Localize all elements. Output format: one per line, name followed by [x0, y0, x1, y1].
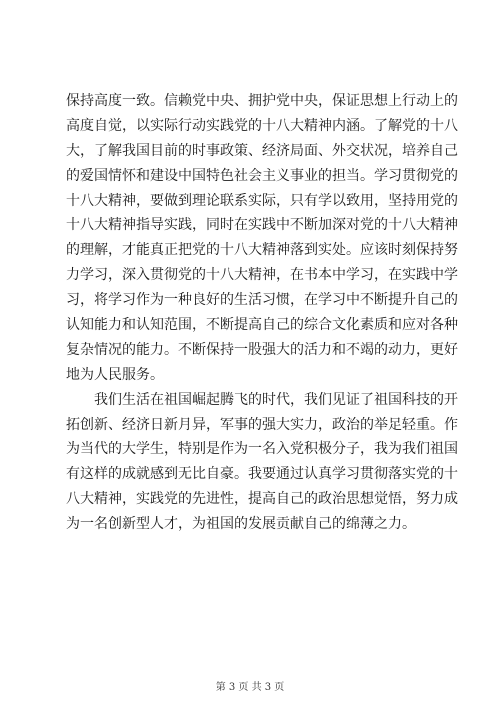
text-line: 为当代的大学生，特别是作为一名入党积极分子，我为我们祖国	[66, 441, 458, 458]
text-line: 的爱国情怀和建设中国特色社会主义事业的担当。学习贯彻党的	[66, 167, 458, 184]
document-body	[66, 89, 458, 537]
text-line: 八大精神，实践党的先进性，提高自己的政治思想觉悟，努力成	[66, 491, 458, 508]
text-line: 认知能力和认知范围，不断提高自己的综合文化素质和应对各种	[66, 317, 458, 334]
text-line: 大，了解我国目前的时事政策、经济局面、外交状况，培养自己	[66, 142, 458, 159]
text-line: 保持高度一致。信赖党中央、拥护党中央，保证思想上行动上的	[66, 93, 458, 109]
text-line: 为一名创新型人才，为祖国的发展贡献自己的绵薄之力。	[66, 516, 416, 533]
text-line: 的理解，才能真正把党的十八大精神落到实处。应该时刻保持努	[66, 242, 458, 259]
text-line: 拓创新、经济日新月异，军事的强大实力，政治的举足轻重。作	[66, 416, 458, 433]
text-line: 习，将学习作为一种良好的生活习惯，在学习中不断提升自己的	[66, 292, 458, 309]
text-line: 力学习，深入贯彻党的十八大精神，在书本中学习，在实践中学	[66, 267, 458, 284]
text-line: 我们生活在祖国崛起腾飞的时代，我们见证了祖国科技的开	[66, 391, 458, 408]
text-line: 十八大精神指导实践，同时在实践中不断加深对党的十八大精神	[66, 217, 458, 234]
page-number-footer: 第 3 页 共 3 页	[215, 682, 285, 693]
text-line: 高度自觉，以实际行动实践党的十八大精神内涵。了解党的十八	[66, 117, 458, 134]
paragraph-2	[66, 388, 458, 537]
text-line: 十八大精神，要做到理论联系实际，只有学以致用，坚持用党的	[66, 192, 458, 209]
text-line: 复杂情况的能力。不断保持一股强大的活力和不竭的动力，更好	[66, 341, 458, 358]
paragraph-1	[66, 89, 458, 388]
text-line: 地为人民服务。	[66, 366, 164, 383]
text-line: 有这样的成就感到无比自豪。我要通过认真学习贯彻落实党的十	[66, 466, 458, 483]
